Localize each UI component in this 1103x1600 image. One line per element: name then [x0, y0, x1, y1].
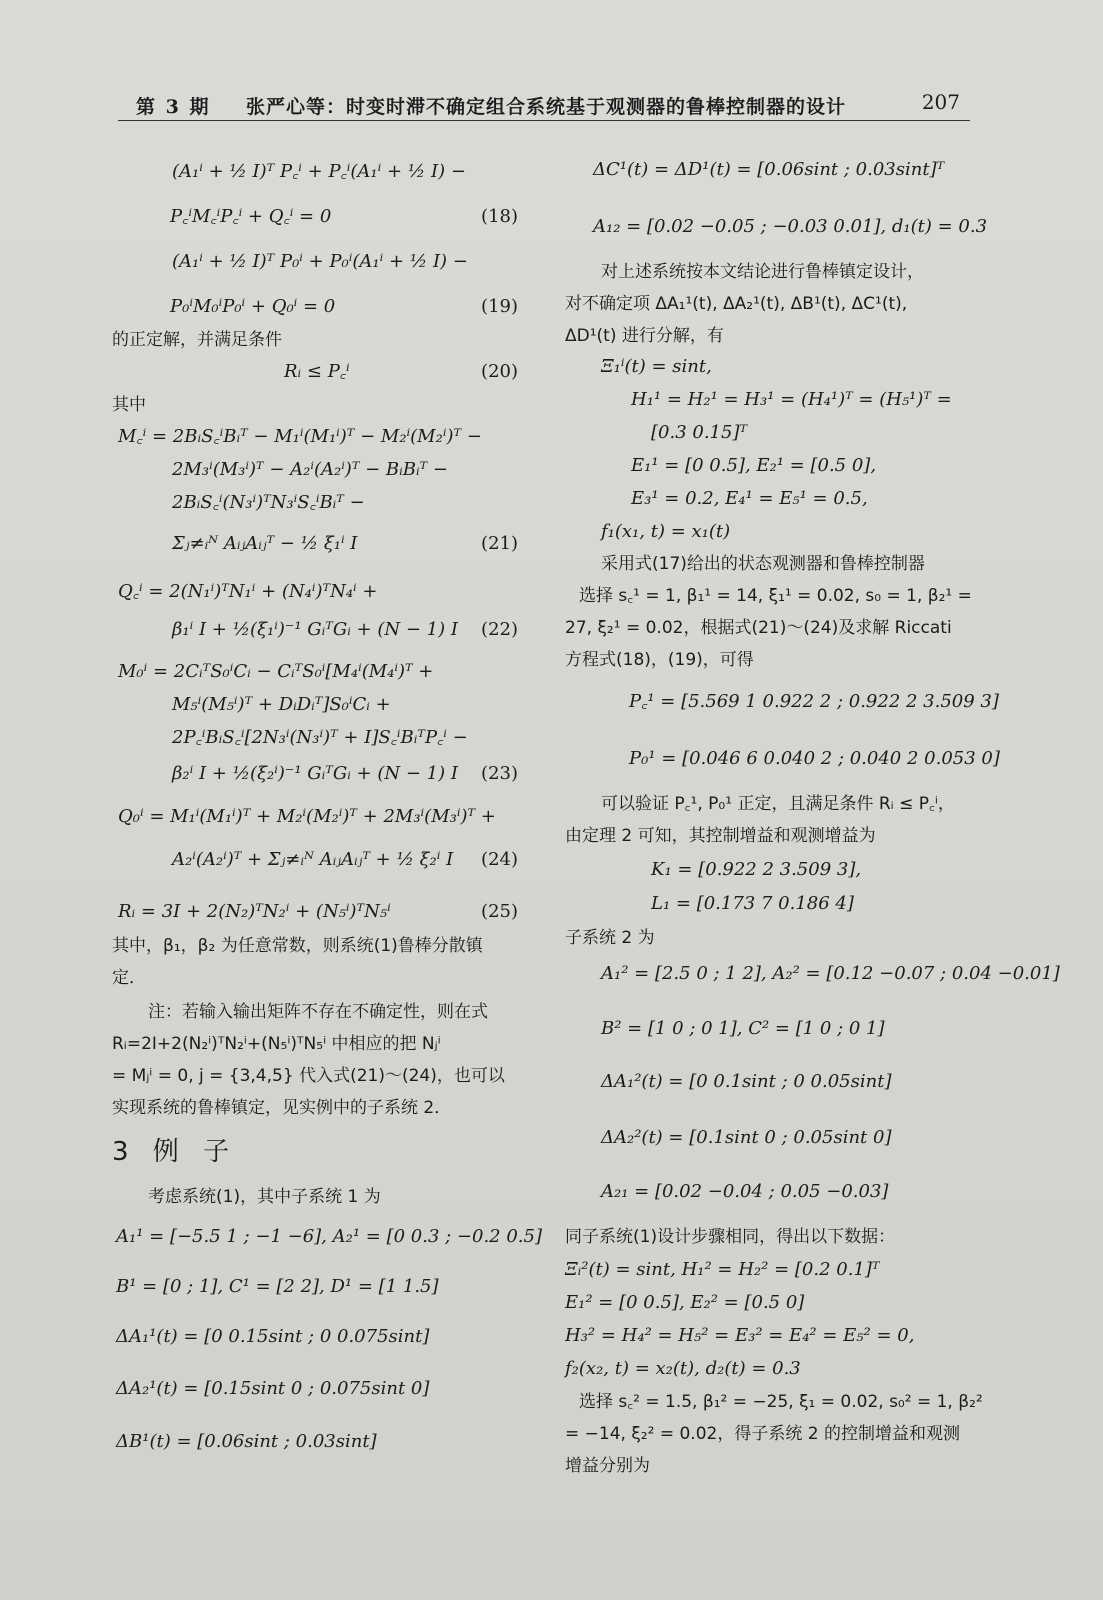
equation-text: Ξ₁ⁱ(t) = sint, — [601, 356, 712, 377]
right-line — [565, 926, 997, 950]
equation-text: E₃¹ = 0.2, E₄¹ = E₅¹ = 0.5, — [631, 488, 868, 509]
right-line — [565, 454, 997, 478]
equation-text: P꜀ⁱM꜀ⁱP꜀ⁱ + Q꜀ⁱ = 0 — [170, 206, 332, 227]
right-line — [565, 1225, 997, 1249]
equation-text: A₁¹ = [−5.5 1 ; −1 −6], A₂¹ = [0 0.3 ; −0.2 0.5] — [116, 1226, 542, 1247]
left-column — [112, 140, 542, 1470]
right-line — [565, 747, 1000, 771]
equation-number: (25) — [481, 901, 518, 922]
right-line — [565, 792, 997, 816]
equation-text: B² = [1 0 ; 0 1], C² = [1 0 ; 0 1] — [601, 1018, 885, 1039]
body-text: 定． — [112, 968, 146, 988]
left-line — [112, 805, 522, 829]
right-line — [565, 1422, 997, 1446]
issue-number: 第 3 期 — [136, 96, 211, 118]
right-line — [565, 892, 997, 916]
body-text: Rᵢ=2I+2(N₂ⁱ)ᵀN₂ⁱ+(N₅ⁱ)ᵀN₅ⁱ 中相应的把 Nⱼⁱ — [112, 1034, 441, 1054]
page-number: 207 — [921, 90, 960, 114]
right-line — [565, 648, 997, 672]
equation-text: ΔB¹(t) = [0.06sint ; 0.03sint] — [116, 1431, 377, 1452]
equation-text: M₀ⁱ = 2CᵢᵀS₀ⁱCᵢ − CᵢᵀS₀ⁱ[M₄ⁱ(M₄ⁱ)ᵀ + — [118, 661, 434, 682]
running-title: 张严心等：时变时滞不确定组合系统基于观测器的鲁棒控制器的设计 — [246, 96, 847, 118]
equation-text: (A₁ⁱ + ½ I)ᵀ P꜀ⁱ + P꜀ⁱ(A₁ⁱ + ½ I) − — [172, 161, 466, 182]
equation-text: E₁² = [0 0.5], E₂² = [0.5 0] — [565, 1292, 805, 1313]
left-line — [112, 580, 522, 604]
right-line — [565, 215, 997, 239]
left-line — [112, 250, 522, 274]
equation-number: (22) — [481, 619, 518, 640]
body-text: 子系统 2 为 — [565, 928, 655, 948]
body-text: 注：若输入输出矩阵不存在不确定性，则在式 — [148, 1002, 488, 1022]
equation-text: 2BᵢS꜀ⁱ(N₃ⁱ)ᵀN₃ⁱS꜀ⁱBᵢᵀ − — [172, 492, 365, 513]
body-text: ΔD¹(t) 进行分解，有 — [565, 326, 724, 346]
body-text: 增益分别为 — [565, 1456, 650, 1476]
right-line — [565, 584, 997, 608]
right-line — [565, 260, 997, 284]
right-line — [565, 858, 997, 882]
body-text: 由定理 2 可知，其控制增益和观测增益为 — [565, 826, 876, 846]
body-text: 对不确定项 ΔA₁¹(t), ΔA₂¹(t), ΔB¹(t), ΔC¹(t), — [565, 294, 908, 314]
left-line — [112, 900, 522, 924]
right-line — [565, 962, 1060, 986]
equation-number: (23) — [481, 763, 518, 784]
equation-text: A₂ⁱ(A₂ⁱ)ᵀ + Σⱼ≠ᵢᴺ AᵢⱼAᵢⱼᵀ + ½ ξ₂ⁱ I — [172, 849, 454, 870]
left-line — [112, 1430, 522, 1454]
equation-text: 2M₃ⁱ(M₃ⁱ)ᵀ − A₂ⁱ(A₂ⁱ)ᵀ − BᵢBᵢᵀ − — [172, 459, 448, 480]
equation-text: L₁ = [0.173 7 0.186 4] — [651, 893, 854, 914]
equation-text: E₁¹ = [0 0.5], E₂¹ = [0.5 0], — [631, 455, 877, 476]
left-line — [112, 295, 522, 319]
equation-text: f₂(x₂, t) = x₂(t), d₂(t) = 0.3 — [565, 1358, 801, 1379]
right-line — [565, 520, 997, 544]
body-text: 对上述系统按本文结论进行鲁棒镇定设计， — [601, 262, 924, 282]
body-text: 选择 s꜀¹ = 1, β₁¹ = 14, ξ₁¹ = 0.02, s₀ = 1, β₂¹ = — [579, 586, 972, 606]
running-header — [118, 86, 970, 121]
left-line — [112, 425, 522, 449]
equation-text: B¹ = [0 ; 1], C¹ = [2 2], D¹ = [1 1.5] — [116, 1276, 439, 1297]
equation-text: A₁² = [2.5 0 ; 1 2], A₂² = [0.12 −0.07 ; 0.04 −0.01] — [601, 963, 1060, 984]
left-line — [112, 1325, 522, 1349]
right-line — [565, 388, 997, 412]
right-line — [565, 690, 997, 714]
right-line — [565, 324, 997, 348]
equation-text: [0.3 0.15]ᵀ — [651, 422, 748, 443]
left-line — [112, 393, 522, 417]
right-line — [565, 1357, 997, 1381]
body-text: 实现系统的鲁棒镇定，见实例中的子系统 2． — [112, 1098, 452, 1118]
equation-text: M₅ⁱ(M₅ⁱ)ᵀ + DᵢDᵢᵀ]S₀ⁱCᵢ + — [172, 694, 391, 715]
equation-text: ΔA₂¹(t) = [0.15sint 0 ; 0.075sint 0] — [116, 1378, 430, 1399]
equation-text: M꜀ⁱ = 2BᵢS꜀ⁱBᵢᵀ − M₁ⁱ(M₁ⁱ)ᵀ − M₂ⁱ(M₂ⁱ)ᵀ − — [118, 426, 482, 447]
left-line — [112, 205, 522, 229]
left-line — [112, 1377, 522, 1401]
left-line — [112, 660, 522, 684]
body-text: 可以验证 P꜀¹, P₀¹ 正定，且满足条件 Rᵢ ≤ P꜀ⁱ， — [601, 794, 955, 814]
equation-text: ΔA₁¹(t) = [0 0.15sint ; 0 0.075sint] — [116, 1326, 430, 1347]
equation-text: H₃² = H₄² = H₅² = E₃² = E₄² = E₅² = 0, — [565, 1325, 915, 1346]
equation-text: A₂₁ = [0.02 −0.04 ; 0.05 −0.03] — [601, 1181, 889, 1202]
right-line — [565, 616, 997, 640]
equation-text: ΔA₂²(t) = [0.1sint 0 ; 0.05sint 0] — [601, 1127, 892, 1148]
body-text: 同子系统(1)设计步骤相同，得出以下数据： — [565, 1227, 896, 1247]
right-line — [565, 292, 997, 316]
left-line — [112, 934, 522, 958]
left-line — [112, 1096, 522, 1120]
equation-text: H₁¹ = H₂¹ = H₃¹ = (H₄¹)ᵀ = (H₅¹)ᵀ = — [631, 389, 952, 410]
section-heading: 3 例 子 — [112, 1137, 238, 1167]
equation-text: Rᵢ = 3I + 2(N₂)ᵀN₂ⁱ + (N₅ⁱ)ᵀN₅ⁱ — [118, 901, 391, 922]
equation-text: 2P꜀ⁱBᵢS꜀ⁱ[2N₃ⁱ(N₃ⁱ)ᵀ + I]S꜀ⁱBᵢᵀP꜀ⁱ − — [172, 727, 468, 748]
equation-text: Ξᵢ²(t) = sint, H₁² = H₂² = [0.2 0.1]ᵀ — [565, 1259, 880, 1280]
right-line — [565, 1258, 997, 1282]
equation-number: (19) — [481, 296, 518, 317]
equation-text: ΔA₁²(t) = [0 0.1sint ; 0 0.05sint] — [601, 1071, 892, 1092]
equation-number: (18) — [481, 206, 518, 227]
equation-number: (20) — [481, 361, 518, 382]
right-line — [565, 421, 997, 445]
equation-text: β₂ⁱ I + ½(ξ₂ⁱ)⁻¹ GᵢᵀGᵢ + (N − 1) I — [172, 763, 458, 784]
body-text: 采用式(17)给出的状态观测器和鲁棒控制器 — [601, 554, 925, 574]
equation-number: (24) — [481, 849, 518, 870]
left-line — [112, 762, 522, 786]
right-line — [565, 1454, 997, 1478]
right-line — [565, 552, 997, 576]
left-line — [112, 693, 522, 717]
equation-text: f₁(x₁, t) = x₁(t) — [601, 521, 731, 542]
left-line — [112, 1275, 522, 1299]
right-line — [565, 158, 997, 182]
left-line — [112, 1185, 522, 1209]
equation-text: P₀ⁱM₀ⁱP₀ⁱ + Q₀ⁱ = 0 — [170, 296, 336, 317]
body-text: 选择 s꜀² = 1.5, β₁² = −25, ξ₁ = 0.02, s₀² = 1, β₂² — [579, 1392, 983, 1412]
left-line — [112, 328, 522, 352]
equation-text: Q₀ⁱ = M₁ⁱ(M₁ⁱ)ᵀ + M₂ⁱ(M₂ⁱ)ᵀ + 2M₃ⁱ(M₃ⁱ)ᵀ + — [118, 806, 496, 827]
right-line — [565, 355, 997, 379]
left-line — [112, 458, 522, 482]
body-text: 其中 — [112, 395, 146, 415]
left-line — [112, 160, 522, 184]
body-text: = −14, ξ₂² = 0.02，得子系统 2 的控制增益和观测 — [565, 1424, 960, 1444]
equation-number: (21) — [481, 533, 518, 554]
left-line — [112, 532, 522, 556]
right-line — [565, 1390, 997, 1414]
left-line — [112, 1225, 542, 1249]
left-line — [112, 966, 522, 990]
left-line — [112, 618, 522, 642]
body-text: = Mⱼⁱ = 0, j = {3,4,5} 代入式(21)～(24)，也可以 — [112, 1066, 505, 1086]
left-line — [112, 1032, 522, 1056]
equation-text: A₁₂ = [0.02 −0.05 ; −0.03 0.01], d₁(t) = 0.3 — [593, 216, 988, 237]
equation-text: Q꜀ⁱ = 2(N₁ⁱ)ᵀN₁ⁱ + (N₄ⁱ)ᵀN₄ⁱ + — [118, 581, 378, 602]
right-column — [565, 140, 1060, 1476]
right-line — [565, 1070, 997, 1094]
left-line — [112, 360, 522, 384]
right-line — [565, 487, 997, 511]
right-line — [565, 1017, 997, 1041]
right-line — [565, 1180, 997, 1204]
body-text: 其中，β₁，β₂ 为任意常数，则系统(1)鲁棒分散镇 — [112, 936, 483, 956]
body-text: 方程式(18)，(19)，可得 — [565, 650, 754, 670]
equation-text: P₀¹ = [0.046 6 0.040 2 ; 0.040 2 0.053 0] — [629, 748, 1000, 769]
body-text: 27, ξ₂¹ = 0.02，根据式(21)～(24)及求解 Riccati — [565, 618, 952, 638]
left-line — [112, 1137, 522, 1167]
equation-text: β₁ⁱ I + ½(ξ₁ⁱ)⁻¹ GᵢᵀGᵢ + (N − 1) I — [172, 619, 458, 640]
equation-text: K₁ = [0.922 2 3.509 3], — [651, 859, 862, 880]
equation-text: (A₁ⁱ + ½ I)ᵀ P₀ⁱ + P₀ⁱ(A₁ⁱ + ½ I) − — [172, 251, 468, 272]
equation-text: P꜀¹ = [5.569 1 0.922 2 ; 0.922 2 3.509 3] — [629, 691, 999, 712]
right-line — [565, 1291, 997, 1315]
equation-text: Σⱼ≠ᵢᴺ AᵢⱼAᵢⱼᵀ − ½ ξ₁ⁱ I — [172, 533, 358, 554]
body-text: 考虑系统(1)，其中子系统 1 为 — [148, 1187, 381, 1207]
equation-text: Rᵢ ≤ P꜀ⁱ — [284, 361, 350, 382]
left-line — [112, 491, 522, 515]
left-line — [112, 848, 522, 872]
right-line — [565, 1126, 997, 1150]
left-line — [112, 1064, 522, 1088]
body-text: 的正定解，并满足条件 — [112, 330, 282, 350]
right-line — [565, 824, 997, 848]
left-line — [112, 726, 522, 750]
right-line — [565, 1324, 997, 1348]
equation-text: ΔC¹(t) = ΔD¹(t) = [0.06sint ; 0.03sint]ᵀ — [593, 159, 945, 180]
left-line — [112, 1000, 522, 1024]
